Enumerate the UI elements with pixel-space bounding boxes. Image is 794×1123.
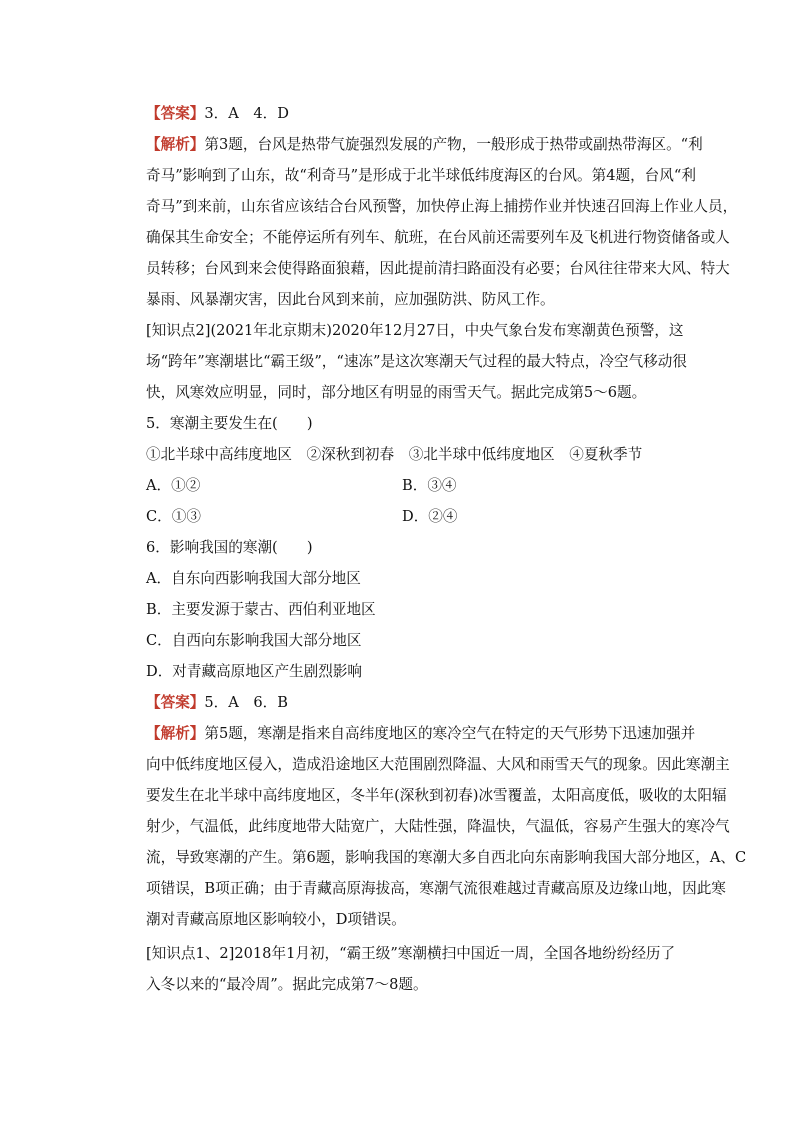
analysis-line: 奇马”影响到了山东，故“利奇马”是形成于北半球低纬度海区的台风。第4题，台风“利 (146, 167, 696, 184)
answer-text: 3．A 4．D (204, 105, 289, 122)
context-line: 快，风寒效应明显，同时，部分地区有明显的雨雪天气。据此完成第5～6题。 (146, 384, 647, 401)
context-block-1 (146, 315, 687, 408)
question-5-options-row-1 (146, 470, 652, 501)
context-line: 入冬以来的“最冷周”。据此完成第7～8题。 (146, 976, 428, 993)
option-c: C．自西向东影响我国大部分地区 (146, 632, 362, 649)
context-line: [知识点2](2021年北京期末)2020年12月27日，中央气象台发布寒潮黄色预警，这 (146, 322, 684, 339)
context-line: [知识点1、2]2018年1月初，“霸王级”寒潮横扫中国近一周，全国各地纷纷经历了 (146, 945, 676, 962)
analysis-line: 员转移；台风到来会使得路面狼藉，因此提前清扫路面没有必要；台风往往带来大风、特大 (146, 260, 730, 277)
analysis-block-1 (146, 129, 738, 315)
analysis-line: 奇马”到来前，山东省应该结合台风预警，加快停止海上捕捞作业并快速召回海上作业人员， (146, 198, 738, 215)
context-line: 场“跨年”寒潮堪比“霸王级”，“速冻”是这次寒潮天气过程的最大特点，冷空气移动很 (146, 353, 687, 370)
analysis-line: 要发生在北半球中高纬度地区，冬半年(深秋到初春)冰雪覆盖，太阳高度低，吸收的太阳辐 (146, 787, 727, 804)
analysis-tag: 【解析】 (146, 725, 205, 742)
option-a: A．①② (146, 477, 201, 494)
analysis-tag: 【解析】 (146, 136, 205, 153)
context-block-2 (146, 938, 676, 1000)
analysis-line: 潮对青藏高原地区影响较小，D项错误。 (146, 911, 406, 928)
answer-text: 5．A 6．B (204, 694, 289, 711)
question-stem: 6．影响我国的寒潮( ) (146, 539, 313, 556)
analysis-line: 流，导致寒潮的产生。第6题，影响我国的寒潮大多自西北向东南影响我国大部分地区，A、C (146, 849, 747, 866)
analysis-line: 第3题，台风是热带气旋强烈发展的产物，一般形成于热带或副热带海区。“利 (204, 136, 703, 153)
analysis-block-2 (146, 718, 747, 935)
option-b: B．③④ (402, 477, 457, 494)
option-a: A．自东向西影响我国大部分地区 (146, 570, 361, 587)
answer-tag: 【答案】 (146, 694, 205, 711)
analysis-line: 向中低纬度地区侵入，造成沿途地区大范围剧烈降温、大风和雨雪天气的现象。因此寒潮主 (146, 756, 730, 773)
analysis-line: 射少，气温低，此纬度地带大陆宽广，大陆性强，降温快，气温低，容易产生强大的寒冷气 (146, 818, 730, 835)
option-d: D．对青藏高原地区产生剧烈影响 (146, 663, 363, 680)
analysis-line: 暴雨、风暴潮灾害，因此台风到来前，应加强防洪、防风工作。 (146, 291, 555, 308)
question-5-options-row-2 (146, 501, 652, 532)
option-c: C．①③ (146, 508, 201, 525)
question-5 (146, 408, 652, 470)
question-stem: 5．寒潮主要发生在( ) (146, 415, 313, 432)
question-6 (146, 532, 652, 687)
option-d: D．②④ (402, 508, 458, 525)
analysis-line: 第5题，寒潮是指来自高纬度地区的寒冷空气在特定的天气形势下迅速加强并 (204, 725, 696, 742)
analysis-line: 确保其生命安全；不能停运所有列车、航班，在台风前还需要列车及飞机进行物资储备或人 (146, 229, 730, 246)
option-b: B．主要发源于蒙古、西伯利亚地区 (146, 601, 376, 618)
answer-block-2 (146, 687, 652, 718)
answer-tag: 【答案】 (146, 105, 205, 122)
answer-block-1 (146, 98, 652, 129)
question-items: ①北半球中高纬度地区 ②深秋到初春 ③北半球中低纬度地区 ④夏秋季节 (146, 446, 643, 463)
analysis-line: 项错误，B项正确；由于青藏高原海拔高，寒潮气流很难越过青藏高原及边缘山地，因此寒 (146, 880, 726, 897)
